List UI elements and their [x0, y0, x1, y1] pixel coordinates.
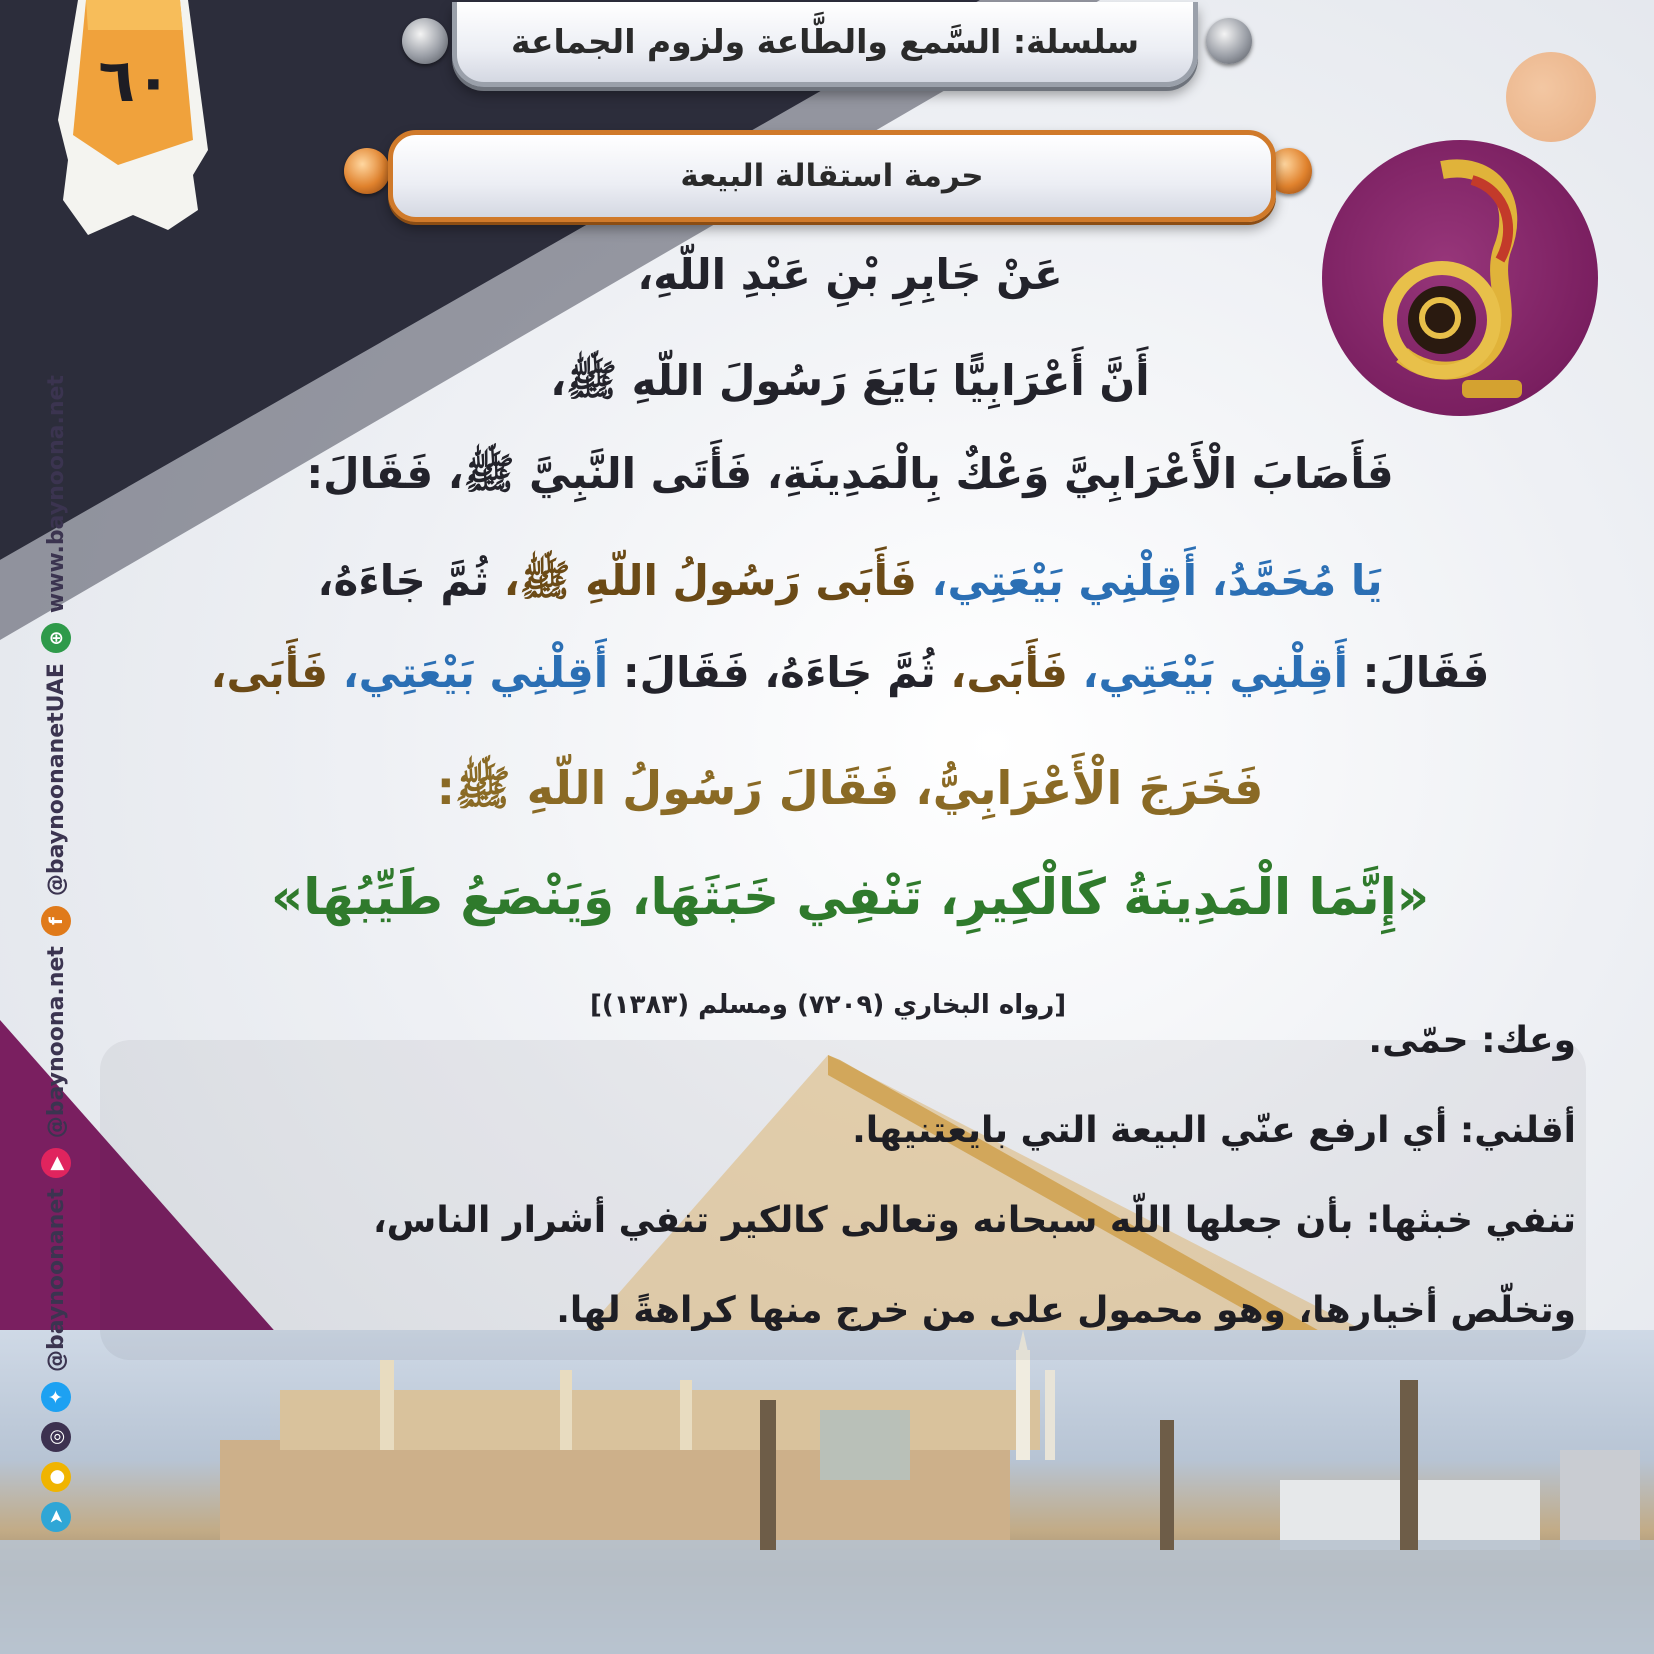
said-text: فَقَالَ: — [1362, 648, 1490, 697]
hadith-line-2: أَنَّ أَعْرَابِيًّا بَايَعَ رَسُولَ اللّهِ ﷺ، — [550, 356, 1150, 405]
hadith-line-3: فَأَصَابَ الْأَعْرَابِيَّ وَعْكٌ بِالْمَدِينَةِ، فَأَتَى النَّبِيَّ ﷺ، فَقَالَ: — [306, 449, 1394, 498]
instagram-icon[interactable]: ◎ — [41, 1422, 71, 1452]
note-definition: أقلني: أي ارفع عنّي البيعة التي بايعتنيها. — [852, 1110, 1576, 1151]
topic-title: حرمة استقالة البيعة — [388, 130, 1276, 222]
twitter-handle[interactable]: @baynoonanet — [43, 1188, 69, 1372]
hadith-line-1: عَنْ جَابِرِ بْنِ عَبْدِ اللّهِ، — [637, 250, 1063, 299]
mosque-silhouette — [0, 1330, 1654, 1654]
rivet-right-icon — [1206, 18, 1252, 64]
hadith-reference: [رواه البخاري (٧٢٠٩) ومسلم (١٣٨٣)] — [590, 990, 1067, 1020]
note-definition: وتخلّص أخيارها، وهو محمول على من خرج منها كراهةً لها. — [556, 1290, 1576, 1331]
series-title: سلسلة: السَّمع والطَّاعة ولزوم الجماعة — [452, 2, 1198, 87]
hadith-line-6: فَخَرَجَ الْأَعْرَابِيُّ، فَقَالَ رَسُولُ اللّهِ ﷺ: — [436, 761, 1264, 815]
rivet-left-icon — [344, 148, 390, 194]
mosque-photo — [0, 1330, 1654, 1654]
youtube-handle[interactable]: @baynoona.net — [43, 946, 69, 1139]
facebook-handle[interactable]: @baynoonanetUAE — [43, 663, 69, 897]
note-definition: وعك: حمّى. — [1368, 1020, 1576, 1061]
hadith-line-4 — [110, 555, 1590, 616]
episode-badge — [58, 0, 208, 240]
episode-number: ٦٠ — [98, 46, 172, 116]
refusal-text: فَأَبَى، — [950, 648, 1068, 697]
decorative-circle — [1506, 52, 1596, 142]
refusal-text: فَأَبَى رَسُولُ اللّهِ ﷺ، — [503, 556, 917, 605]
return-text: ثُمَّ جَاءَهُ، فَقَالَ: — [622, 648, 936, 697]
refusal-text: فَأَبَى، — [210, 648, 329, 697]
website-link[interactable]: www.baynoona.net — [43, 375, 69, 614]
facebook-icon[interactable]: f — [41, 906, 71, 936]
rivet-left-icon — [402, 18, 448, 64]
hadith-main-saying: «إِنَّمَا الْمَدِينَةُ كَالْكِيرِ، تَنْفِي خَبَثَهَا، وَيَنْصَعُ طَيِّبُهَا» — [270, 868, 1430, 926]
snapchat-icon[interactable]: ● — [41, 1462, 71, 1492]
globe-icon[interactable]: ⊕ — [41, 623, 71, 653]
twitter-icon[interactable]: ✦ — [41, 1382, 71, 1412]
hadith-line-5 — [110, 648, 1590, 697]
request-text: أَقِلْنِي بَيْعَتِي، — [1082, 648, 1349, 697]
return-text: ثُمَّ جَاءَهُ، — [317, 556, 490, 605]
request-text: يَا مُحَمَّدُ، أَقِلْنِي بَيْعَتِي، — [931, 556, 1383, 605]
request-text: أَقِلْنِي بَيْعَتِي، — [342, 648, 609, 697]
note-definition: تنفي خبثها: بأن جعلها اللّه سبحانه وتعالى كالكير تنفي أشرار الناس، — [372, 1200, 1576, 1241]
telegram-icon[interactable]: ➤ — [41, 1502, 71, 1532]
social-links — [32, 372, 80, 1532]
youtube-icon[interactable]: ▶ — [41, 1148, 71, 1178]
